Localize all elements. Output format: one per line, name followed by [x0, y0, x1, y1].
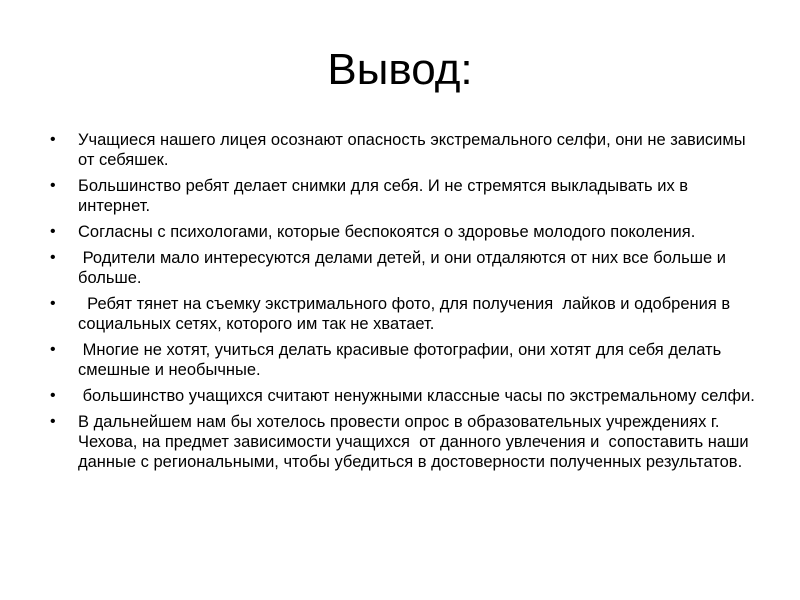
- conclusion-list: [50, 130, 760, 478]
- list-item-text: В дальнейшем нам бы хотелось провести опрос в образовательных учреждениях г. Чехова, на предмет зависимости учащихся от данного увлечения и сопоставить наши данные с региональными, чтобы убедиться в достоверности полученных результатов.: [78, 413, 754, 471]
- list-item-text: Многие не хотят, учиться делать красивые фотографии, они хотят для себя делать смешные и необычные.: [78, 341, 726, 379]
- bullet-icon: •: [50, 387, 56, 404]
- bullet-icon: •: [50, 249, 56, 266]
- list-item: [50, 130, 760, 170]
- list-item: [50, 222, 760, 242]
- list-item: [50, 294, 760, 334]
- bullet-icon: •: [50, 177, 56, 194]
- list-item-text: большинство учащихся считают ненужными классные часы по экстремальному селфи.: [78, 387, 755, 405]
- list-item-text: Большинство ребят делает снимки для себя. И не стремятся выкладывать их в интернет.: [78, 177, 693, 215]
- bullet-icon: •: [50, 413, 56, 430]
- list-item: [50, 386, 760, 406]
- list-item: [50, 340, 760, 380]
- list-item: [50, 412, 760, 472]
- bullet-icon: •: [50, 131, 56, 148]
- list-item-text: Учащиеся нашего лицея осознают опасность экстремального селфи, они не зависимы от себяшек.: [78, 131, 751, 169]
- slide-title: Вывод:: [327, 45, 473, 94]
- list-item-text: Согласны с психологами, которые беспокоятся о здоровье молодого поколения.: [78, 223, 696, 241]
- list-item: [50, 176, 760, 216]
- list-item: [50, 248, 760, 288]
- bullet-icon: •: [50, 295, 56, 312]
- bullet-icon: •: [50, 341, 56, 358]
- bullet-icon: •: [50, 223, 56, 240]
- list-item-text: Ребят тянет на съемку экстримального фото, для получения лайков и одобрения в социальных сетях, которого им так не хватает.: [78, 295, 735, 333]
- list-item-text: Родители мало интересуются делами детей, и они отдаляются от них все больше и больше.: [78, 249, 731, 287]
